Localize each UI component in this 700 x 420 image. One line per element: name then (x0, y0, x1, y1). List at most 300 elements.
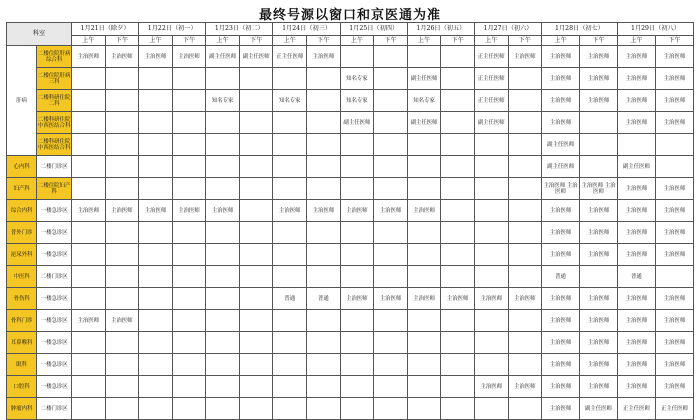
schedule-cell: 知名专家 (340, 90, 374, 112)
schedule-cell: 主治医师 (542, 332, 580, 354)
schedule-cell (105, 244, 139, 266)
pm-header: 下午 (655, 36, 693, 46)
table-row (7, 68, 694, 90)
schedule-cell (307, 134, 341, 156)
schedule-cell: 主治医师 (273, 200, 307, 222)
schedule-cell (273, 332, 307, 354)
schedule-cell: 主治医师 (542, 68, 580, 90)
schedule-cell (441, 310, 475, 332)
schedule-cell (239, 178, 273, 200)
schedule-cell (139, 156, 173, 178)
schedule-cell (172, 156, 206, 178)
schedule-cell: 主治医师 (580, 288, 618, 310)
schedule-cell (474, 134, 508, 156)
location-cell: 二楼住院肝病综合科 (37, 46, 72, 68)
schedule-cell (105, 156, 139, 178)
schedule-cell (508, 134, 542, 156)
schedule-cell (239, 134, 273, 156)
dept-cell: 妇产科 (7, 178, 37, 200)
schedule-cell (441, 90, 475, 112)
schedule-cell: 主治医师 (542, 244, 580, 266)
schedule-cell (139, 288, 173, 310)
schedule-cell: 主治医师 (542, 310, 580, 332)
schedule-cell (307, 354, 341, 376)
schedule-cell (72, 376, 106, 398)
schedule-cell: 副主任医师 (340, 112, 374, 134)
am-header: 上午 (273, 36, 307, 46)
schedule-cell: 主治医师 (374, 200, 408, 222)
schedule-cell (206, 332, 240, 354)
table-row (7, 222, 694, 244)
schedule-cell (139, 90, 173, 112)
schedule-cell (273, 354, 307, 376)
schedule-cell: 主治医师 (655, 112, 693, 134)
schedule-cell (441, 68, 475, 90)
schedule-cell (340, 178, 374, 200)
am-header: 上午 (542, 36, 580, 46)
schedule-cell: 主治医师 (655, 332, 693, 354)
schedule-cell (139, 112, 173, 134)
schedule-cell (374, 398, 408, 420)
schedule-cell (206, 398, 240, 420)
schedule-cell (441, 112, 475, 134)
date-header: 1月28日（初七） (542, 23, 618, 36)
schedule-cell: 主治医师 (617, 46, 655, 68)
schedule-cell: 主治医师 (139, 200, 173, 222)
schedule-cell (374, 134, 408, 156)
schedule-cell: 主治医师 (172, 200, 206, 222)
schedule-cell: 主治医师 主治医师 (580, 178, 618, 200)
schedule-cell (172, 266, 206, 288)
schedule-cell (172, 244, 206, 266)
schedule-cell (139, 178, 173, 200)
schedule-cell (206, 134, 240, 156)
schedule-cell (172, 398, 206, 420)
schedule-cell (340, 310, 374, 332)
schedule-cell: 主治医师 (374, 288, 408, 310)
schedule-cell (273, 112, 307, 134)
dept-cell: 心内科 (7, 156, 37, 178)
table-row (7, 46, 694, 68)
schedule-cell (340, 266, 374, 288)
schedule-cell (374, 90, 408, 112)
location-cell: 二楼门诊区 (37, 266, 72, 288)
table-row (7, 178, 694, 200)
schedule-cell (441, 156, 475, 178)
schedule-cell (508, 90, 542, 112)
schedule-cell (105, 178, 139, 200)
dept-cell: 肝病 (7, 46, 37, 156)
schedule-cell (374, 244, 408, 266)
am-header: 上午 (206, 36, 240, 46)
schedule-cell (340, 222, 374, 244)
schedule-cell (172, 332, 206, 354)
schedule-cell (172, 288, 206, 310)
schedule-cell: 主治医师 (617, 376, 655, 398)
location-cell: 二楼住院肝病三科 (37, 68, 72, 90)
schedule-cell: 主治医师 (617, 112, 655, 134)
schedule-cell (374, 354, 408, 376)
table-row (7, 200, 694, 222)
schedule-cell: 主治医师 (508, 288, 542, 310)
schedule-cell (273, 266, 307, 288)
schedule-cell: 副主任医师 (580, 398, 618, 420)
schedule-cell: 主治医师 (617, 310, 655, 332)
schedule-cell: 普通 (617, 266, 655, 288)
schedule-cell (307, 332, 341, 354)
schedule-cell (441, 398, 475, 420)
schedule-cell: 主治医师 (105, 310, 139, 332)
schedule-table (6, 22, 694, 420)
schedule-cell (508, 244, 542, 266)
schedule-cell: 正主任医师 (474, 68, 508, 90)
schedule-cell (105, 112, 139, 134)
schedule-cell (474, 222, 508, 244)
schedule-cell: 知名专家 (407, 90, 441, 112)
schedule-cell: 主治医师 (307, 46, 341, 68)
schedule-cell: 主治医师 (542, 200, 580, 222)
dept-cell: 眼科 (7, 354, 37, 376)
schedule-cell (307, 222, 341, 244)
table-row (7, 288, 694, 310)
schedule-cell (340, 46, 374, 68)
date-header: 1月23日（初二） (206, 23, 273, 36)
schedule-cell (206, 222, 240, 244)
am-header: 上午 (340, 36, 374, 46)
schedule-cell (172, 354, 206, 376)
location-cell: 二楼住院妇产科 (37, 178, 72, 200)
schedule-cell: 主治医师 (617, 288, 655, 310)
schedule-cell (617, 134, 655, 156)
session-header-row (7, 36, 694, 46)
location-cell: 一楼急诊区 (37, 288, 72, 310)
schedule-cell (407, 134, 441, 156)
table-row (7, 112, 694, 134)
schedule-cell: 主治医师 (340, 200, 374, 222)
schedule-cell (72, 222, 106, 244)
schedule-cell (508, 112, 542, 134)
schedule-cell (508, 178, 542, 200)
dept-cell: 泌尿外科 (7, 244, 37, 266)
schedule-cell (239, 376, 273, 398)
schedule-cell (72, 398, 106, 420)
schedule-cell (172, 134, 206, 156)
pm-header: 下午 (172, 36, 206, 46)
schedule-cell (441, 244, 475, 266)
schedule-cell: 主治医师 (580, 310, 618, 332)
date-header: 1月21日（除夕） (72, 23, 139, 36)
schedule-cell (139, 332, 173, 354)
schedule-cell: 主治医师 (617, 244, 655, 266)
schedule-cell (139, 134, 173, 156)
schedule-cell (580, 266, 618, 288)
table-row (7, 156, 694, 178)
schedule-cell (508, 68, 542, 90)
schedule-cell (239, 266, 273, 288)
schedule-cell: 主治医师 (206, 200, 240, 222)
schedule-cell (239, 398, 273, 420)
schedule-cell: 主治医师 (542, 90, 580, 112)
schedule-cell (307, 156, 341, 178)
schedule-cell (374, 332, 408, 354)
schedule-cell: 主治医师 (105, 46, 139, 68)
schedule-cell (340, 244, 374, 266)
schedule-cell: 主治医师 (655, 200, 693, 222)
location-cell: 一楼急诊区 (37, 222, 72, 244)
schedule-cell (374, 112, 408, 134)
schedule-cell (239, 332, 273, 354)
dept-cell: 综合内科 (7, 200, 37, 222)
schedule-cell: 副主任医师 (542, 156, 580, 178)
schedule-cell (441, 200, 475, 222)
schedule-cell: 主治医师 (105, 200, 139, 222)
schedule-cell (340, 134, 374, 156)
schedule-cell: 知名专家 (206, 90, 240, 112)
location-cell: 一楼急诊区 (37, 310, 72, 332)
schedule-cell (172, 90, 206, 112)
schedule-cell: 主治医师 (542, 398, 580, 420)
pm-header: 下午 (307, 36, 341, 46)
schedule-cell (441, 222, 475, 244)
schedule-cell (307, 244, 341, 266)
schedule-cell: 主治医师 (72, 200, 106, 222)
date-header-row (7, 23, 694, 36)
schedule-cell (474, 178, 508, 200)
schedule-cell (72, 332, 106, 354)
schedule-cell (407, 46, 441, 68)
schedule-cell: 主治医师 (655, 354, 693, 376)
schedule-cell (307, 178, 341, 200)
schedule-cell: 知名专家 (340, 68, 374, 90)
schedule-cell: 主治医师 (655, 244, 693, 266)
schedule-cell (139, 244, 173, 266)
schedule-cell: 主治医师 (508, 46, 542, 68)
date-header: 1月26日（初五） (407, 23, 474, 36)
schedule-cell (441, 46, 475, 68)
schedule-cell (374, 376, 408, 398)
schedule-cell (508, 354, 542, 376)
schedule-cell (474, 266, 508, 288)
schedule-cell (206, 112, 240, 134)
schedule-cell (508, 332, 542, 354)
schedule-cell: 主治医师 (307, 200, 341, 222)
schedule-cell: 主治医师 (474, 288, 508, 310)
schedule-cell: 主治医师 (72, 46, 106, 68)
schedule-cell (474, 244, 508, 266)
schedule-cell (407, 244, 441, 266)
dept-cell: 骨科门诊 (7, 310, 37, 332)
schedule-cell (407, 332, 441, 354)
schedule-cell: 主治医师 (655, 222, 693, 244)
schedule-cell (239, 200, 273, 222)
schedule-cell (206, 310, 240, 332)
schedule-cell (374, 222, 408, 244)
schedule-cell: 主治医师 (172, 46, 206, 68)
schedule-cell (172, 310, 206, 332)
schedule-cell: 主治医师 (617, 222, 655, 244)
schedule-cell: 副主任医师 (617, 156, 655, 178)
schedule-cell (72, 244, 106, 266)
pm-header: 下午 (580, 36, 618, 46)
schedule-cell (239, 288, 273, 310)
schedule-cell (407, 266, 441, 288)
schedule-cell: 主治医师 (580, 354, 618, 376)
table-row (7, 332, 694, 354)
schedule-cell: 主治医师 (580, 222, 618, 244)
schedule-cell: 主治医师 (580, 332, 618, 354)
schedule-cell (139, 222, 173, 244)
schedule-cell (105, 288, 139, 310)
schedule-cell (273, 178, 307, 200)
schedule-cell (72, 178, 106, 200)
schedule-cell: 主治医师 (617, 354, 655, 376)
schedule-cell: 主治医师 (441, 288, 475, 310)
date-header: 1月25日（初四） (340, 23, 407, 36)
schedule-cell (441, 332, 475, 354)
schedule-cell (105, 354, 139, 376)
schedule-cell (72, 288, 106, 310)
location-cell: 一楼急诊区 (37, 376, 72, 398)
am-header: 上午 (139, 36, 173, 46)
schedule-cell: 知名专家 (273, 90, 307, 112)
schedule-cell: 主治医师 (655, 178, 693, 200)
schedule-cell: 主治医师 (542, 112, 580, 134)
schedule-cell (374, 46, 408, 68)
schedule-cell: 主治医师 (542, 222, 580, 244)
schedule-cell: 主治医师 (580, 200, 618, 222)
schedule-cell: 主治医师 (655, 68, 693, 90)
schedule-cell (72, 134, 106, 156)
schedule-cell: 副主任医师 (542, 134, 580, 156)
page-title: 最终号源以窗口和京医通为准 (258, 8, 441, 23)
schedule-cell (508, 200, 542, 222)
schedule-cell (273, 222, 307, 244)
schedule-cell (105, 398, 139, 420)
schedule-cell (655, 266, 693, 288)
schedule-cell: 主治医师 (655, 288, 693, 310)
schedule-cell (105, 376, 139, 398)
schedule-cell (655, 134, 693, 156)
schedule-cell: 主治医师 (474, 376, 508, 398)
schedule-cell (441, 134, 475, 156)
schedule-cell (374, 68, 408, 90)
schedule-cell (72, 266, 106, 288)
schedule-cell: 副主任医师 (407, 68, 441, 90)
schedule-cell (206, 354, 240, 376)
schedule-cell (273, 68, 307, 90)
schedule-cell: 主治医师 (617, 90, 655, 112)
date-header: 1月29日（初八） (617, 23, 693, 36)
schedule-cell (474, 332, 508, 354)
schedule-cell (206, 376, 240, 398)
schedule-cell: 副主任医师 (407, 112, 441, 134)
schedule-cell: 主治医师 (508, 376, 542, 398)
schedule-cell (72, 112, 106, 134)
schedule-cell (105, 266, 139, 288)
schedule-cell: 主治医师 (340, 288, 374, 310)
schedule-cell: 副主任医师 (206, 46, 240, 68)
location-cell: 一楼急诊区 (37, 200, 72, 222)
schedule-cell (273, 310, 307, 332)
location-cell: 一楼急诊区 (37, 354, 72, 376)
schedule-cell (508, 310, 542, 332)
schedule-cell (172, 68, 206, 90)
schedule-cell (139, 354, 173, 376)
schedule-cell: 主治医师 (542, 288, 580, 310)
table-row (7, 398, 694, 420)
schedule-cell: 主治医师 (72, 310, 106, 332)
corner-cell: 科室 (7, 23, 72, 46)
schedule-cell: 主治医师 主治医师 (542, 178, 580, 200)
schedule-cell (239, 90, 273, 112)
schedule-cell (580, 156, 618, 178)
date-header: 1月22日（初一） (139, 23, 206, 36)
schedule-cell (474, 354, 508, 376)
schedule-cell (374, 310, 408, 332)
schedule-cell (441, 178, 475, 200)
schedule-cell: 副主任医师 (474, 112, 508, 134)
pm-header: 下午 (374, 36, 408, 46)
schedule-cell (72, 90, 106, 112)
schedule-cell (474, 310, 508, 332)
pm-header: 下午 (508, 36, 542, 46)
schedule-cell (407, 310, 441, 332)
schedule-cell (239, 112, 273, 134)
schedule-cell (139, 398, 173, 420)
schedule-cell: 主治医师 (542, 376, 580, 398)
schedule-cell: 主治医师 (655, 376, 693, 398)
schedule-cell (273, 244, 307, 266)
schedule-cell (273, 398, 307, 420)
schedule-cell: 普通 (273, 288, 307, 310)
schedule-cell: 主治医师 (407, 288, 441, 310)
schedule-cell (239, 222, 273, 244)
schedule-cell (374, 266, 408, 288)
schedule-cell (105, 332, 139, 354)
schedule-cell (239, 354, 273, 376)
table-row (7, 134, 694, 156)
schedule-cell (407, 156, 441, 178)
schedule-cell (655, 156, 693, 178)
schedule-cell: 主治医师 (580, 90, 618, 112)
schedule-cell (374, 178, 408, 200)
schedule-cell: 主治医师 (617, 200, 655, 222)
schedule-cell (72, 156, 106, 178)
schedule-cell: 副主任医师 (239, 46, 273, 68)
dept-cell: 中医科 (7, 266, 37, 288)
schedule-cell (72, 354, 106, 376)
schedule-cell: 正主任医师 (474, 46, 508, 68)
schedule-cell (172, 222, 206, 244)
schedule-cell (580, 112, 618, 134)
schedule-cell (508, 222, 542, 244)
date-header: 1月24日（初三） (273, 23, 340, 36)
pm-header: 下午 (239, 36, 273, 46)
schedule-cell (441, 354, 475, 376)
schedule-cell (172, 112, 206, 134)
schedule-cell: 主治医师 (542, 46, 580, 68)
schedule-cell (407, 222, 441, 244)
schedule-cell (508, 266, 542, 288)
schedule-cell: 主治医师 (542, 354, 580, 376)
schedule-cell: 正主任医师 (474, 90, 508, 112)
schedule-cell: 主治医师 (617, 68, 655, 90)
location-cell: 一楼急诊区 (37, 332, 72, 354)
schedule-cell (273, 156, 307, 178)
schedule-cell (105, 90, 139, 112)
schedule-cell (307, 90, 341, 112)
schedule-cell (172, 178, 206, 200)
